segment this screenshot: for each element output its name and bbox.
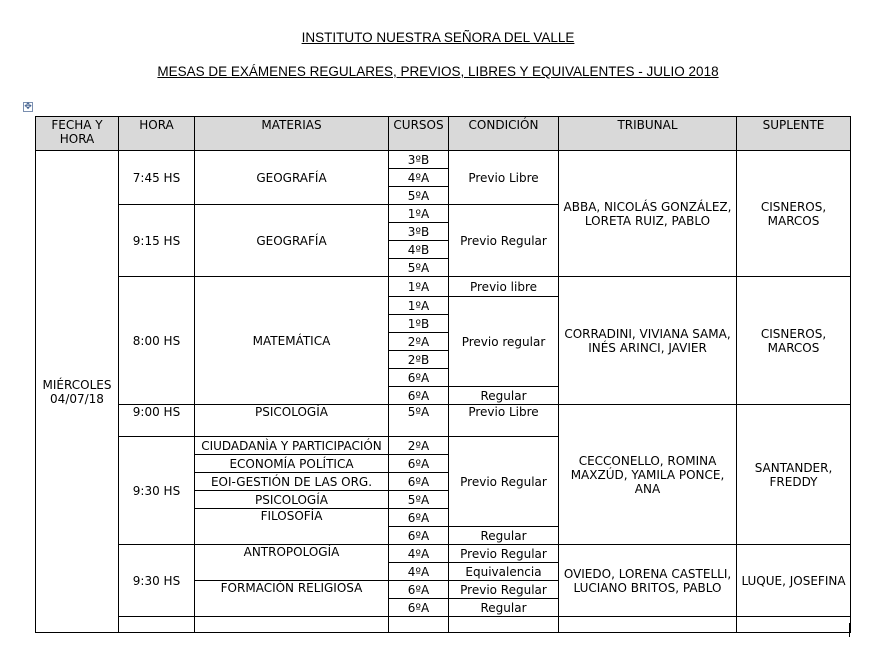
col-header-fecha: FECHA Y HORA [36,117,119,151]
materia-cell: FORMACIÓN RELIGIOSA [195,581,389,617]
condicion-cell: Previo Regular [449,205,559,277]
condicion-cell: Regular [449,387,559,405]
curso-cell: 5ºA [389,491,449,509]
condicion-cell: Equivalencia [449,563,559,581]
curso-cell: 1ºA [389,205,449,223]
curso-cell: 6ºA [389,473,449,491]
tribunal-cell: CORRADINI, VIVIANA SAMA, INÉS ARINCI, JAVIER [559,277,737,405]
curso-cell: 6ºA [389,455,449,473]
condicion-cell: Previo Libre [449,405,559,437]
materia-cell: ECONOMÍA POLÍTICA [195,455,389,473]
curso-cell: 1ºA [389,277,449,297]
hora-cell: 9:00 HS [119,405,195,437]
curso-cell: 4ºA [389,169,449,187]
date-cell: MIÉRCOLES 04/07/18 [36,151,119,633]
empty-row [36,617,851,633]
curso-cell: 3ºB [389,151,449,169]
condicion-cell: Previo Libre [449,151,559,205]
curso-cell: 1ºB [389,315,449,333]
table-row [36,545,851,563]
empty-cell[interactable] [389,617,449,633]
tribunal-cell: CECCONELLO, ROMINA MAXZÚD, YAMILA PONCE, ANA [559,405,737,545]
materia-cell: ANTROPOLOGÍA [195,545,389,581]
col-header-hora: HORA [119,117,195,151]
empty-cell[interactable] [119,617,195,633]
hora-cell: 9:30 HS [119,437,195,545]
curso-cell: 6ºA [389,599,449,617]
materia-cell: CIUDADANÌA Y PARTICIPACIÓN [195,437,389,455]
curso-cell: 5ºA [389,187,449,205]
curso-cell: 5ºA [389,259,449,277]
table-move-handle-icon[interactable]: ✥ [24,102,32,112]
table-row [36,277,851,297]
col-header-suplente: SUPLENTE [737,117,851,151]
condicion-cell: Previo Regular [449,581,559,599]
suplente-cell: LUQUE, JOSEFINA [737,545,851,617]
empty-cell[interactable] [559,617,737,633]
curso-cell: 6ºA [389,387,449,405]
curso-cell: 1ºA [389,297,449,315]
condicion-cell: Regular [449,599,559,617]
tribunal-cell: OVIEDO, LORENA CASTELLI, LUCIANO BRITOS, PABLO [559,545,737,617]
table-header-row [36,117,851,151]
text-cursor [849,623,850,637]
condicion-cell: Regular [449,527,559,545]
suplente-cell: CISNEROS, MARCOS [737,277,851,405]
hora-cell: 9:15 HS [119,205,195,277]
col-header-condicion: CONDICIÓN [449,117,559,151]
materia-cell: EOI-GESTIÓN DE LAS ORG. [195,473,389,491]
materia-cell: MATEMÁTICA [195,277,389,405]
materia-cell: PSICOLOGÍA [195,491,389,509]
empty-cell[interactable] [449,617,559,633]
col-header-tribunal: TRIBUNAL [559,117,737,151]
exam-schedule-table [35,116,851,633]
curso-cell: 2ºA [389,437,449,455]
col-header-cursos: CURSOS [389,117,449,151]
document-title: INSTITUTO NUESTRA SEÑORA DEL VALLE [301,30,575,45]
curso-cell: 3ºB [389,223,449,241]
tribunal-cell: ABBA, NICOLÁS GONZÁLEZ, LORETA RUIZ, PABLO [559,151,737,277]
condicion-cell: Previo Regular [449,545,559,563]
curso-cell: 6ºA [389,509,449,527]
hora-cell: 9:30 HS [119,545,195,617]
materia-cell: FILOSOFÍA [195,509,389,545]
curso-cell: 2ºA [389,333,449,351]
col-header-materias: MATERIAS [195,117,389,151]
materia-cell: GEOGRAFÍA [195,205,389,277]
materia-cell: PSICOLOGÍA [195,405,389,437]
curso-cell: 5ºA [389,405,449,437]
curso-cell: 6ºA [389,581,449,599]
curso-cell: 4ºA [389,563,449,581]
table-row [36,405,851,437]
empty-cell[interactable] [195,617,389,633]
condicion-cell: Previo regular [449,297,559,387]
curso-cell: 4ºB [389,241,449,259]
curso-cell: 4ºA [389,545,449,563]
suplente-cell: CISNEROS, MARCOS [737,151,851,277]
materia-cell: GEOGRAFÍA [195,151,389,205]
curso-cell: 2ºB [389,351,449,369]
suplente-cell: SANTANDER, FREDDY [737,405,851,545]
curso-cell: 6ºA [389,527,449,545]
hora-cell: 7:45 HS [119,151,195,205]
table-row [36,151,851,169]
condicion-cell: Previo Regular [449,437,559,527]
hora-cell: 8:00 HS [119,277,195,405]
condicion-cell: Previo libre [449,277,559,297]
curso-cell: 6ºA [389,369,449,387]
empty-cell[interactable] [737,617,851,633]
document-subtitle: MESAS DE EXÁMENES REGULARES, PREVIOS, LIBRES Y EQUIVALENTES - JULIO 2018 [157,64,719,79]
